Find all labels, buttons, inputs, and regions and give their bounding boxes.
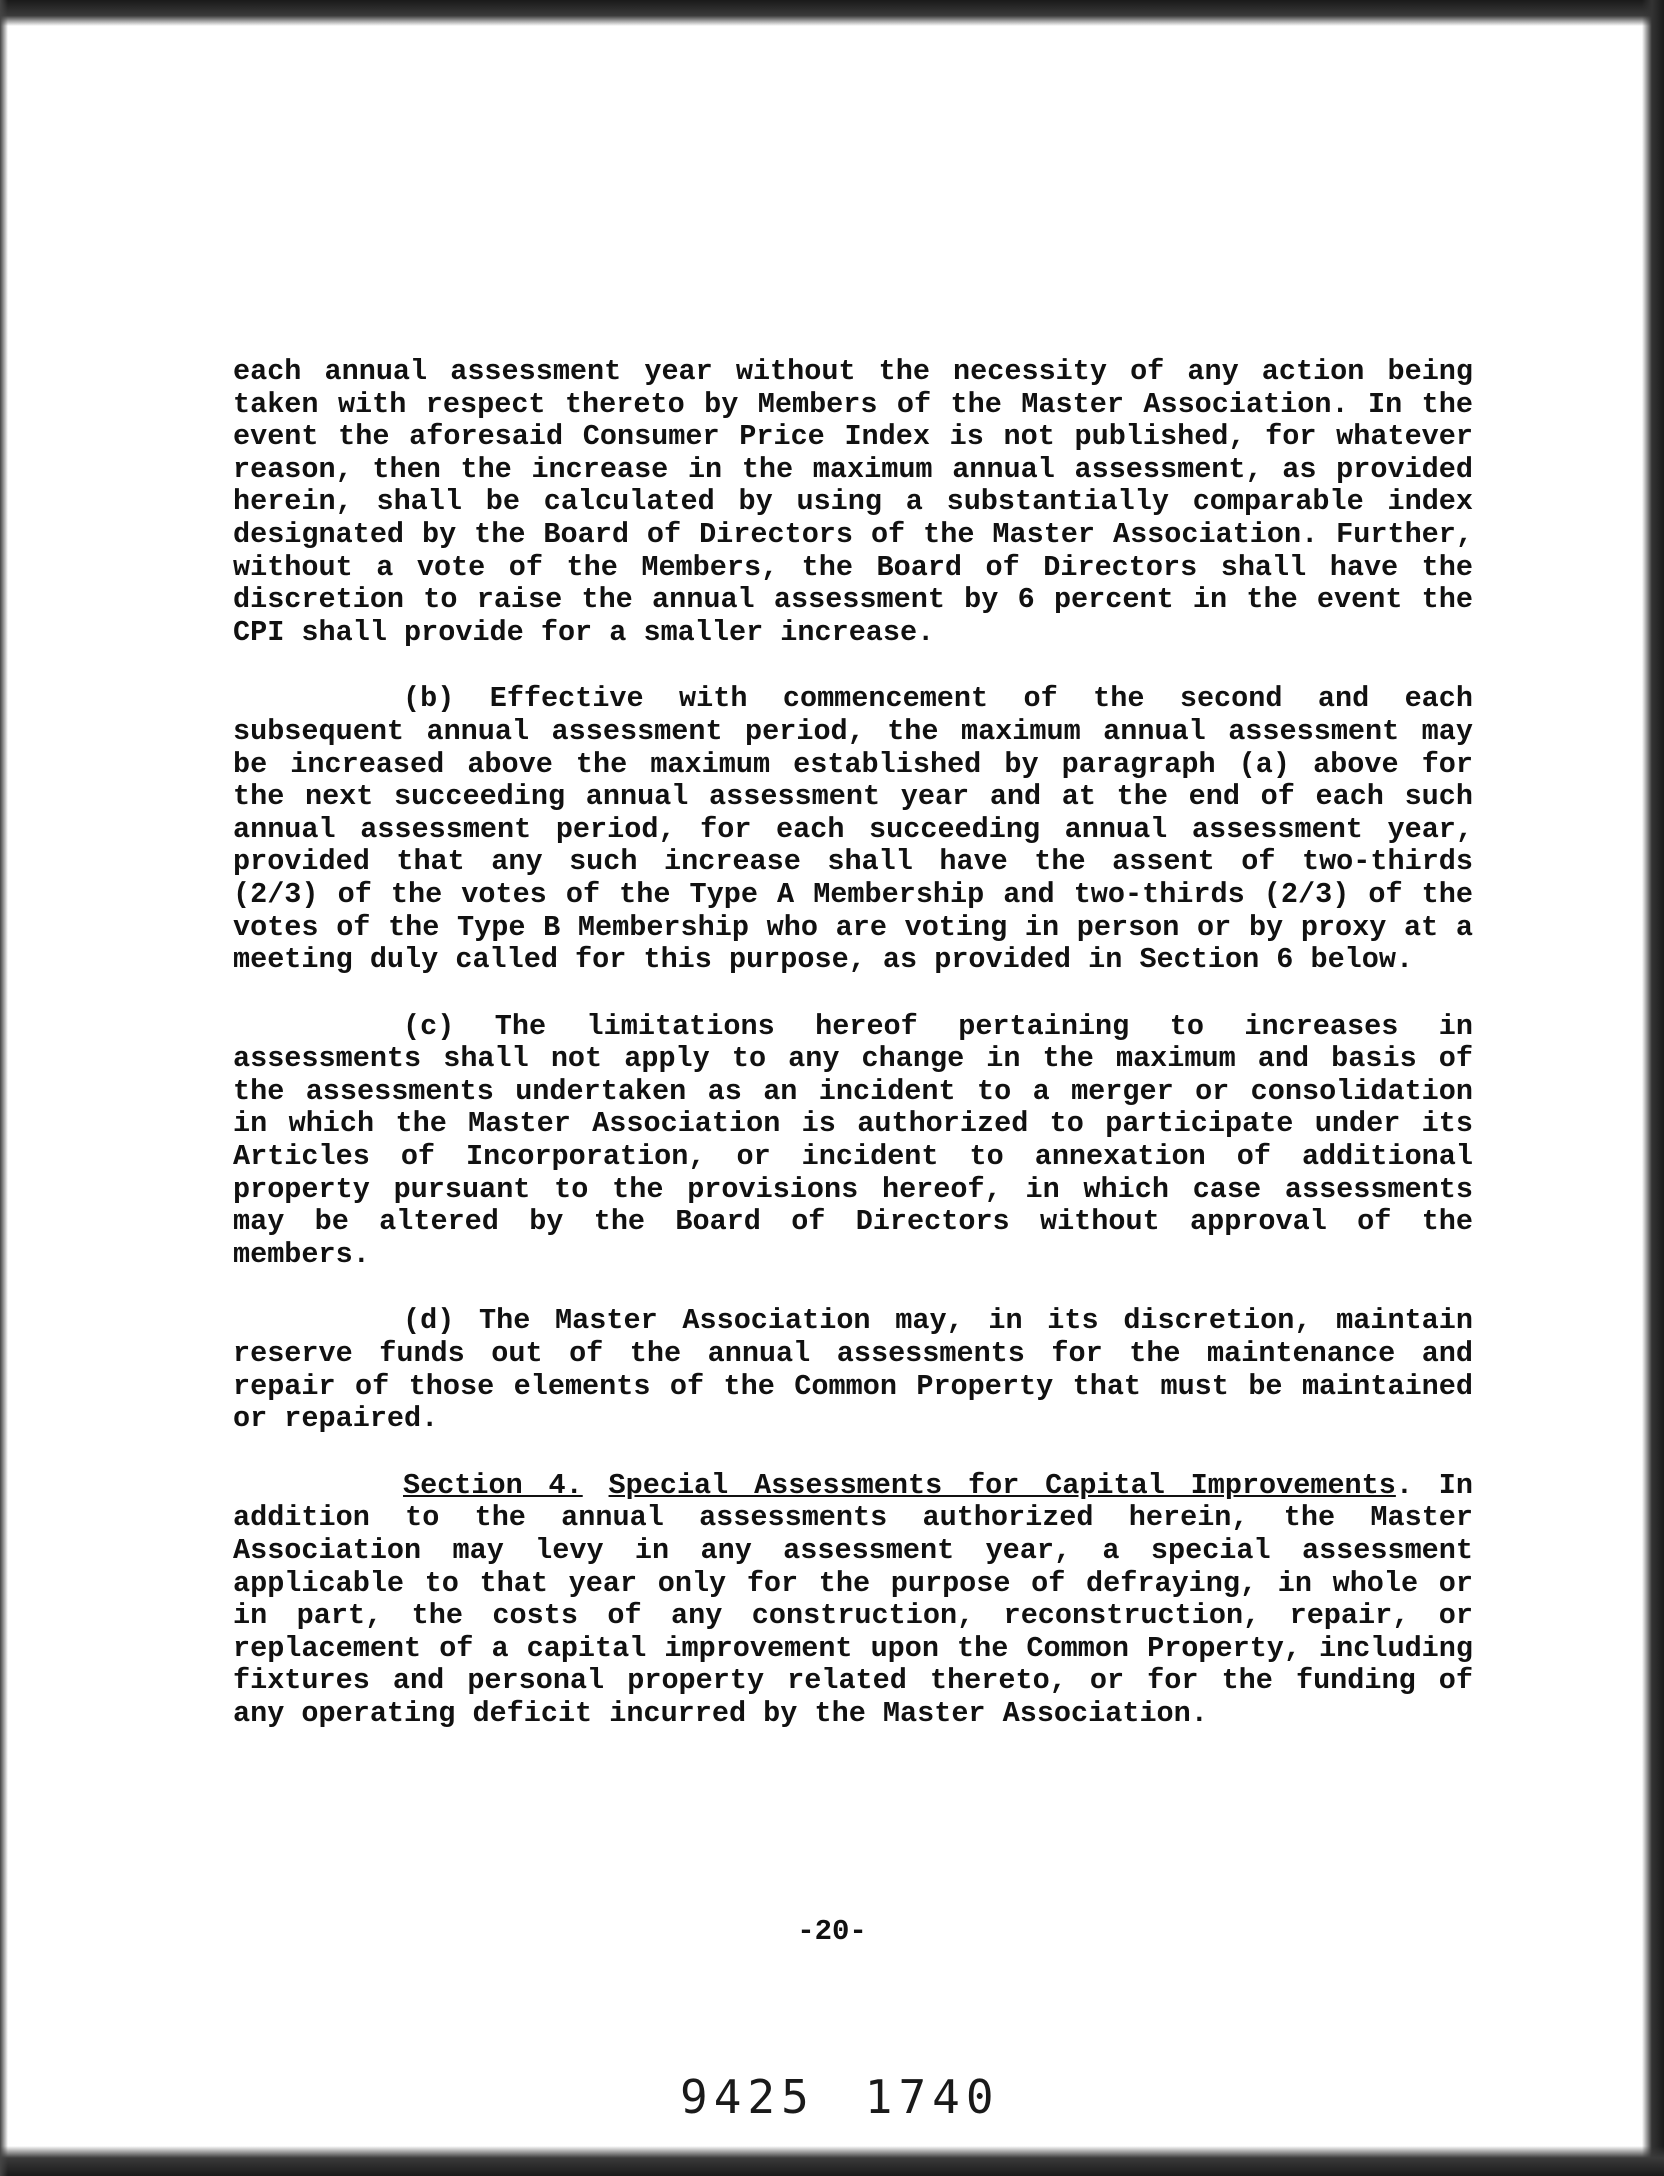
paragraph-b: (b) Effective with commencement of the second and each subsequent annual assessment period, the maximum annual assessment may be increased above the maximum established by paragraph (a) above for the next succeeding annual assessment year and at the end of each such annual assessment period, for each succeeding annual assessment year, provided that any such increase shall have the assent of two-thirds (2/3) of the votes of the Type A Membership and two-thirds (2/3) of the votes of the Type B Membership who are voting in person or by proxy at a meeting duly called for this purpose, as provided in Section 6 below. (233, 682, 1473, 977)
stamp-left: 9425 (680, 2070, 815, 2124)
document-body (233, 356, 1473, 1765)
paragraph-d: (d) The Master Association may, in its discretion, maintain reserve funds out of the annual assessments for the maintenance and repair of those elements of the Common Property that must be maintained or repaired. (233, 1304, 1473, 1436)
scan-border-left (0, 0, 8, 2176)
section-4-paragraph: Section 4. Special Assessments for Capital Improvements. In addition to the annual assessments authorized herein, the Master Association may levy in any assessment year, a special assessment applicable to that year only for the purpose of defraying, in whole or in part, the costs of any construction, reconstruction, repair, or replacement of a capital improvement upon the Common Property, including fixtures and personal property related thereto, or for the funding of any operating deficit incurred by the Master Association. (233, 1468, 1473, 1730)
paragraph-continuation: each annual assessment year without the necessity of any action being taken with respect thereto by Members of the Master Association. In the event the aforesaid Consumer Price Index is not published, for whatever reason, then the increase in the maximum annual assessment, as provided herein, shall be calculated by using a substantially comparable index designated by the Board of Directors of the Master Association. Further, without a vote of the Members, the Board of Directors shall have the discretion to raise the annual assessment by 6 percent in the event the CPI shall provide for a smaller increase. (233, 355, 1473, 649)
scan-border-bottom (0, 2146, 1664, 2176)
document-stamp-number (680, 2070, 1050, 2124)
section-4-text: In addition to the annual assessments authorized herein, the Master Association may levy in any assessment year, a special assessment applicable to that year only for the purpose of defraying, in whole or in part, the costs of any construction, reconstruction, repair, or replacement of a capital improvement upon the Common Property, including fixtures and personal property related thereto, or for the funding of any operating deficit incurred by the Master Association. (233, 1468, 1473, 1730)
stamp-right: 1740 (864, 2070, 1000, 2124)
section-4-title: Special Assessments for Capital Improvements (608, 1468, 1396, 1502)
paragraph-c: (c) The limitations hereof pertaining to increases in assessments shall not apply to any change in the maximum and basis of the assessments undertaken as an incident to a merger or consolidation in which the Master Association is authorized to participate under its Articles of Incorporation, or incident to annexation of additional property pursuant to the provisions hereof, in which case assessments may be altered by the Board of Directors without approval of the members. (233, 1009, 1473, 1271)
scan-border-top (0, 0, 1664, 26)
section-4-number: Section 4. (403, 1468, 583, 1502)
scan-border-right (1642, 0, 1664, 2176)
page-number: -20- (797, 1915, 867, 1948)
